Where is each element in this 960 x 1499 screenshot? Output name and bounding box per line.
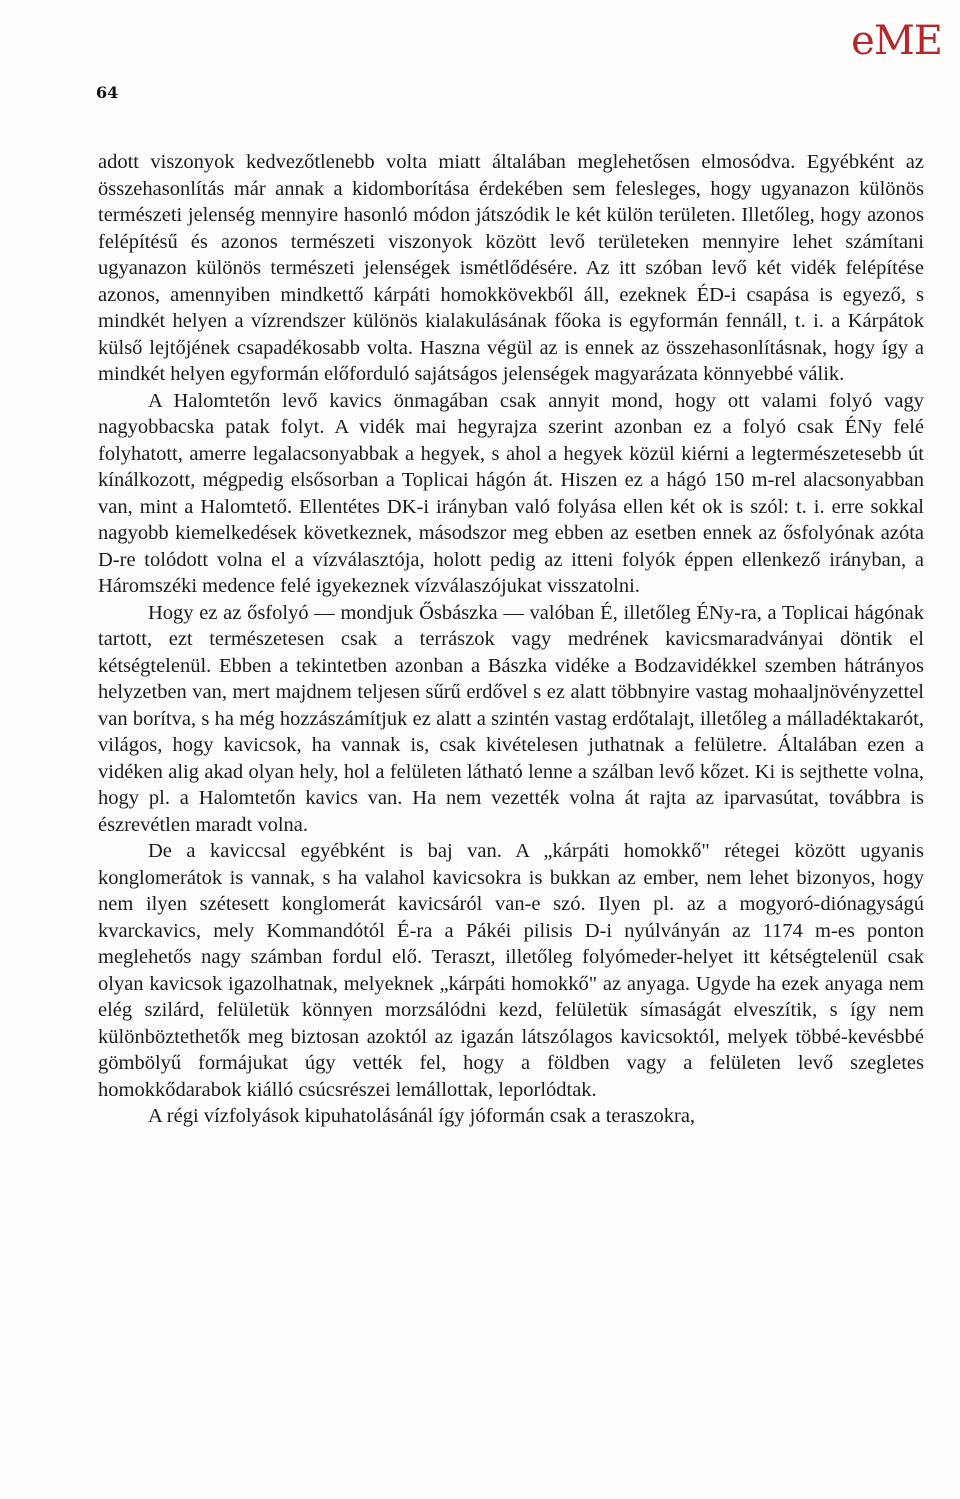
paragraph-1: adott viszonyok kedvezőtlenebb volta miatt általában meglehetősen elmosódva. Egyébként az összehasonlítás már annak a kidomborítása érdekében sem felesleges, hogy ugyanazon különös természeti jelenség mennyire hasonló módon játszódik le két külön területen. Illetőleg, hogy azonos felépítésű és azonos természeti viszonyok között levő területeken mennyire lehet számítani ugyanazon különös természeti jelenségek ismétlődésére. Az itt szóban levő két vidék felépítése azonos, amennyiben mindkettő kárpáti homokkövekből áll, ezeknek ÉD-i csapása is egyező, s mindkét helyen a vízrendszer különös kialakulásának főoka is egyformán fennáll, t. i. a Kárpátok külső lejtőjének csapadékosabb volta. Haszna végül az is ennek az összehasonlításnak, hogy így a mindkét helyen egyformán előforduló sajátságos jelenségek magyarázata könnyebbé válik. [98, 151, 924, 385]
paragraph-2: A Halomtetőn levő kavics önmagában csak annyit mond, hogy ott valami folyó vagy nagyobbacska patak folyt. A vidék mai hegyrajza szerint azonban ez a folyó csak ÉNy felé folyhatott, amerre legalacsonyabbak a hegyek, s ahol a hegyek közül kiérni a legtermészetesebb út kínálkozott, mégpedig elsősorban a Toplicai hágón át. Hiszen ez a hágó 150 m-rel alacsonyabban van, mint a Halomtető. Ellentétes DK-i irányban való folyása ellen két ok is szól: t. i. erre sokkal nagyobb kiemelkedések következnek, másodszor meg ebben az esetben ennek az ősfolyónak azóta D-re tolódott volna el a vízválasztója, holott pedig az itteni folyók éppen ellenkező irányban, a Háromszéki medence felé igyekeznek vízválaszójukat visszatolni. [98, 389, 924, 597]
eme-logo: eME [851, 18, 942, 64]
paragraph-5: A régi vízfolyások kipuhatolásánál így jóformán csak a teraszokra, [148, 1105, 696, 1127]
paragraph-3: Hogy ez az ősfolyó — mondjuk Ősbászka — valóban É, illetőleg ÉNy-ra, a Toplicai hágónak tartott, ezt természetesen csak a terrászok vagy medrének kavicsmaradványai döntik el kétségtelenül. Ebben a tekintetben azonban a Bászka vidéke a Bodzavidékkel szemben hátrányos helyzetben van, mert majdnem teljesen sűrű erdővel s ez alatt többnyire vastag mohaaljnövényzettel van borítva, s ha még hozzászámítjuk ez alatt a szintén vastag erdőtalajt, illetőleg a málladéktakarót, világos, hogy kavicsok, ha vannak is, csak kivételesen juthatnak a felületre. Általában ezen a vidéken alig akad olyan hely, hol a felületen látható lenne a szálban levő kőzet. Ki is sejthette volna, hogy pl. a Halomtetőn kavics van. Ha nem vezették volna át rajta az iparvasútat, továbbra is észrevétlen maradt volna. [98, 601, 924, 836]
body-text [98, 149, 924, 1130]
page-number: 64 [96, 83, 119, 102]
paragraph-4: De a kaviccsal egyébként is baj van. A „kárpáti homokkő" rétegei között ugyanis konglomerátok is vannak, s ha valahol kavicsokra is bukkan az ember, nem lehet bizonyos, hogy nem ilyen szétesett konglomerát kavicsáról van-e szó. Ilyen pl. az a mogyoró-diónagyságú kvarckavics, mely Kommandótól É-ra a Pákéi pilisis D-i nyúlványán az 1174 m-es ponton meglehetős nagy számban fordul elő. Teraszt, illetőleg folyómeder-helyet itt kétségtelenül csak olyan kavicsok igazolhatnak, melyeknek „kárpáti homokkő" az anyaga. Ugyde ha ezek anyaga nem elég szilárd, felületük könnyen morzsálódni kezd, felületük símaságát elveszítik, s így nem különböztethetők meg biztosan azoktól az igazán látszólagos kavicsoktól, melyek többé-kevésbbé gömbölyű formájukat úgy vették fel, hogy a földben vagy a felületen levő szegletes homokkődarabok kiálló csúcsrészei lemállottak, leporlódtak. [98, 840, 924, 1101]
